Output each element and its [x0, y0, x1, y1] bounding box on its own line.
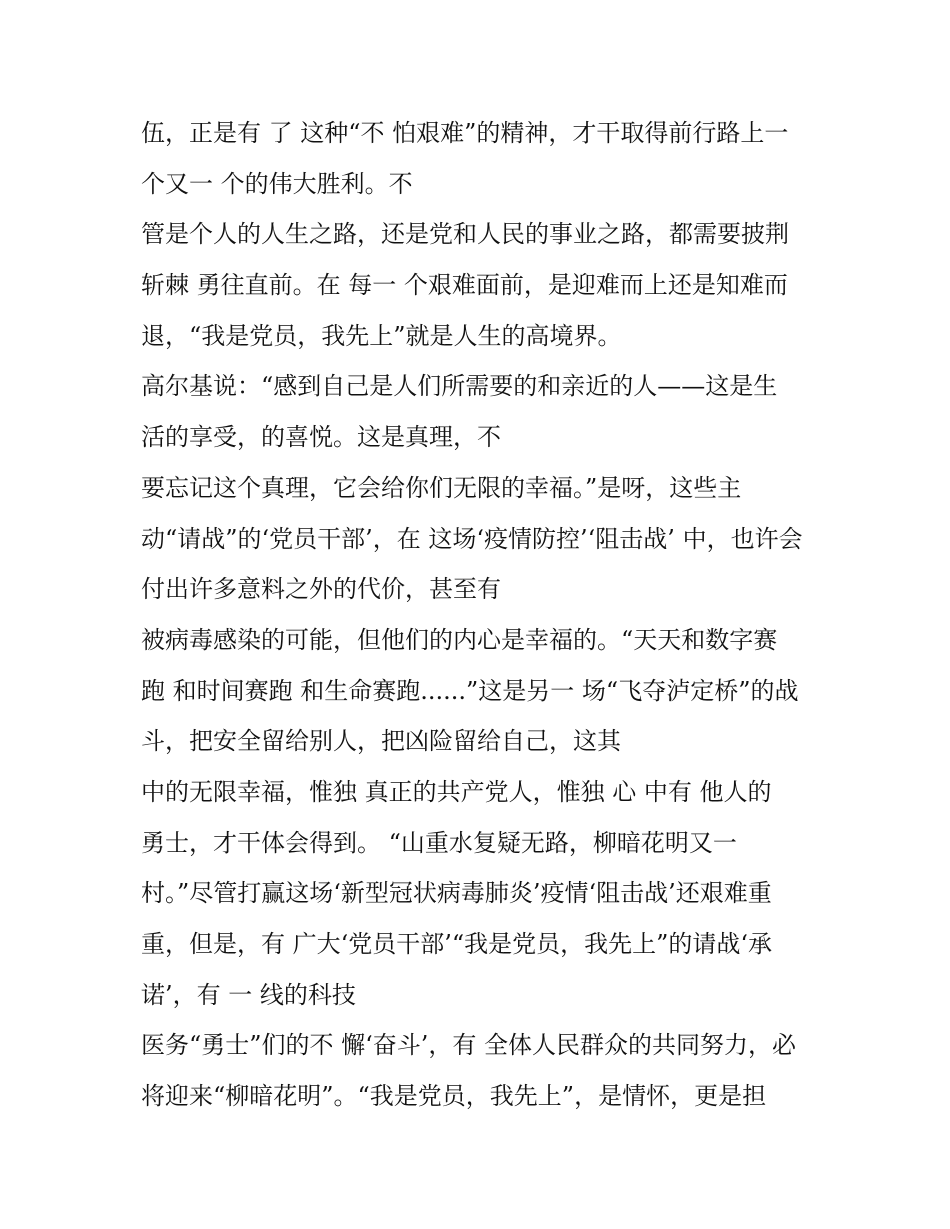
text-line-12: 跑 和时间赛跑 和生命赛跑......”这是另一 场“飞夺泸定桥”的战 [141, 676, 799, 705]
text-line-2: 个又一 个的伟大胜利。不 [141, 169, 413, 198]
text-line-14: 中的无限幸福，惟独 真正的共产党人，惟独 心 中有 他人的 [141, 777, 772, 806]
text-line-15: 勇士，才干体会得到。 “山重水复疑无路，柳暗花明又一 [141, 828, 737, 857]
text-line-8: 要忘记这个真理，它会给你们无限的幸福。”是呀，这些主 [141, 473, 742, 502]
body-text [141, 108, 841, 1122]
text-line-5: 退，“我是党员，我先上”就是人生的高境界。 [141, 321, 622, 350]
text-line-4: 斩棘 勇往直前。在 每一 个艰难面前，是迎难而上还是知难而 [141, 271, 788, 300]
text-line-7: 活的享受，的喜悦。这是真理，不 [141, 423, 501, 452]
text-line-19: 医务“勇士”们的不 懈‘奋斗’，有 全体人民群众的共同努力，必 [141, 1031, 797, 1060]
text-line-17: 重，但是，有 广大‘党员干部’“我是党员，我先上”的请战‘承 [141, 930, 773, 958]
text-line-1: 伍，正是有 了 这种“不 怕艰难”的精神，才干取得前行路上一 [141, 119, 789, 147]
text-line-9: 动“请战”的‘党员干部’，在 这场‘疫情防控’‘阻击战’ 中，也许会 [141, 524, 803, 553]
text-line-20: 将迎来“柳暗花明”。“我是党员，我先上”，是情怀，更是担 [141, 1082, 767, 1111]
text-line-16: 村。”尽管打赢这场‘新型冠状病毒肺炎’疫情‘阻击战’还艰难重 [141, 879, 772, 908]
text-line-13: 斗，把安全留给别人，把凶险留给自己，这其 [141, 727, 621, 756]
text-line-11: 被病毒感染的可能，但他们的内心是幸福的。“天天和数字赛 [141, 625, 778, 654]
text-line-6: 高尔基说：“感到自己是人们所需要的和亲近的人——这是生 [141, 372, 778, 401]
text-line-18: 诺’，有 一 线的科技 [141, 980, 356, 1009]
text-line-10: 付出许多意料之外的代价，甚至有 [141, 575, 501, 604]
text-line-3: 管是个人的人生之路，还是党和人民的事业之路，都需要披荆 [141, 220, 789, 249]
